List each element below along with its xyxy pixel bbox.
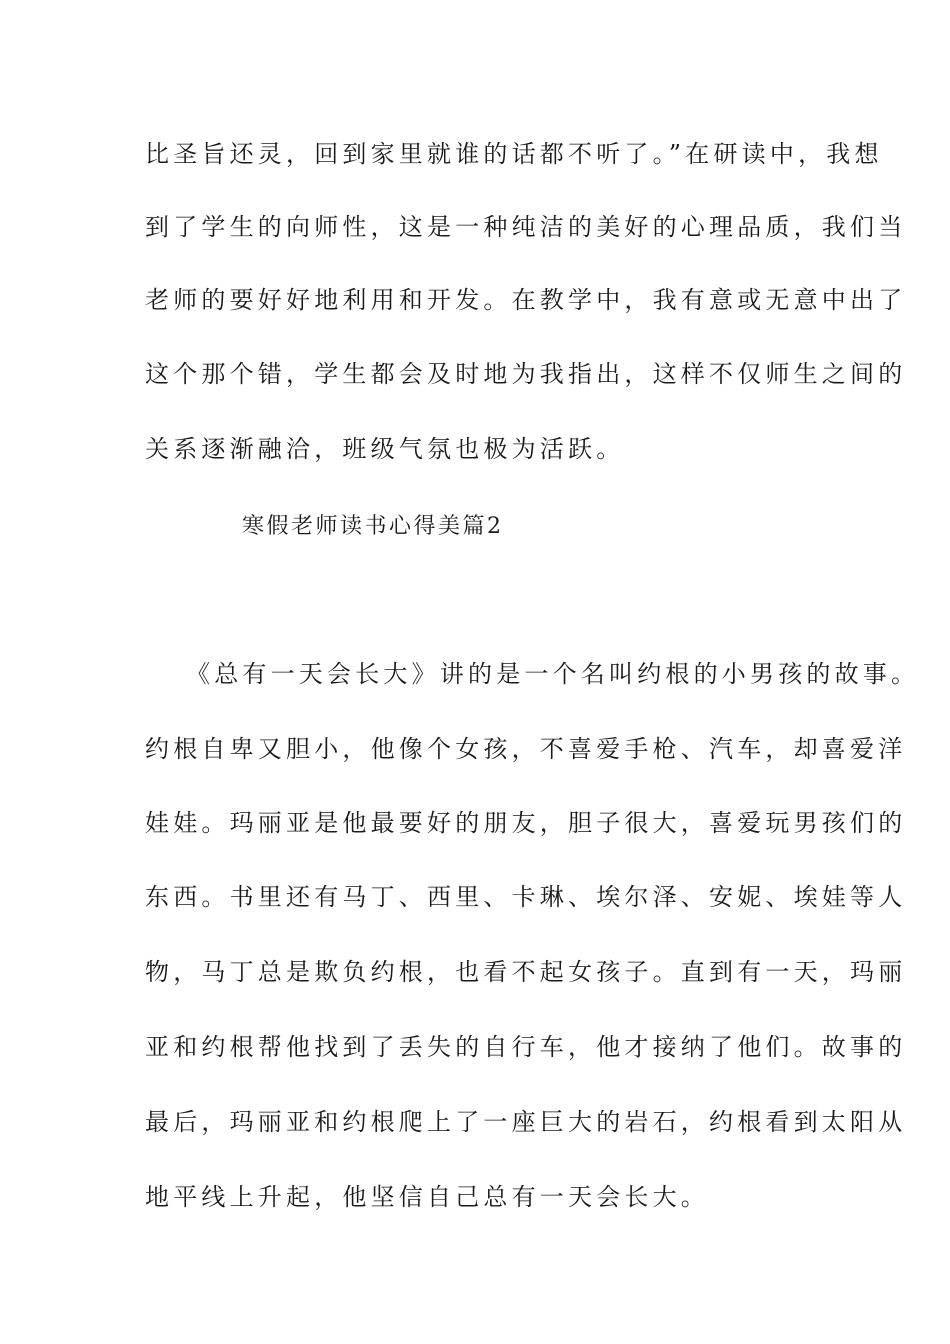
section-heading: 寒假老师读书心得美篇2 — [242, 514, 504, 539]
paragraph-2-line-7: 最后，玛丽亚和约根爬上了一座巨大的岩石，约根看到太阳从 — [145, 1108, 907, 1136]
paragraph-2-line-1: 《总有一天会长大》讲的是一个名叫约根的小男孩的故事。 — [186, 660, 920, 688]
paragraph-1-line-3: 老师的要好好地利用和开发。在教学中，我有意或无意中出了 — [145, 286, 907, 314]
paragraph-1-line-1: 比圣旨还灵，回到家里就谁的话都不听了。”在研读中，我想 — [145, 140, 883, 168]
paragraph-2-line-5: 物，马丁总是欺负约根，也看不起女孩子。直到有一天，玛丽 — [145, 958, 907, 986]
paragraph-2-line-8: 地平线上升起，他坚信自己总有一天会长大。 — [145, 1183, 709, 1211]
paragraph-2-line-2: 约根自卑又胆小，他像个女孩，不喜爱手枪、汽车，却喜爱洋 — [145, 735, 907, 763]
paragraph-1-line-4: 这个那个错，学生都会及时地为我指出，这样不仅师生之间的 — [145, 360, 907, 388]
paragraph-2-line-4: 东西。书里还有马丁、西里、卡琳、埃尔泽、安妮、埃娃等人 — [145, 883, 907, 911]
paragraph-2-line-6: 亚和约根帮他找到了丢失的自行车，他才接纳了他们。故事的 — [145, 1033, 907, 1061]
paragraph-1-line-5: 关系逐渐融洽，班级气氛也极为活跃。 — [145, 435, 625, 463]
paragraph-1-line-2: 到了学生的向师性，这是一种纯洁的美好的心理品质，我们当 — [145, 213, 907, 241]
paragraph-2-line-3: 娃娃。玛丽亚是他最要好的朋友，胆子很大，喜爱玩男孩们的 — [145, 809, 907, 837]
